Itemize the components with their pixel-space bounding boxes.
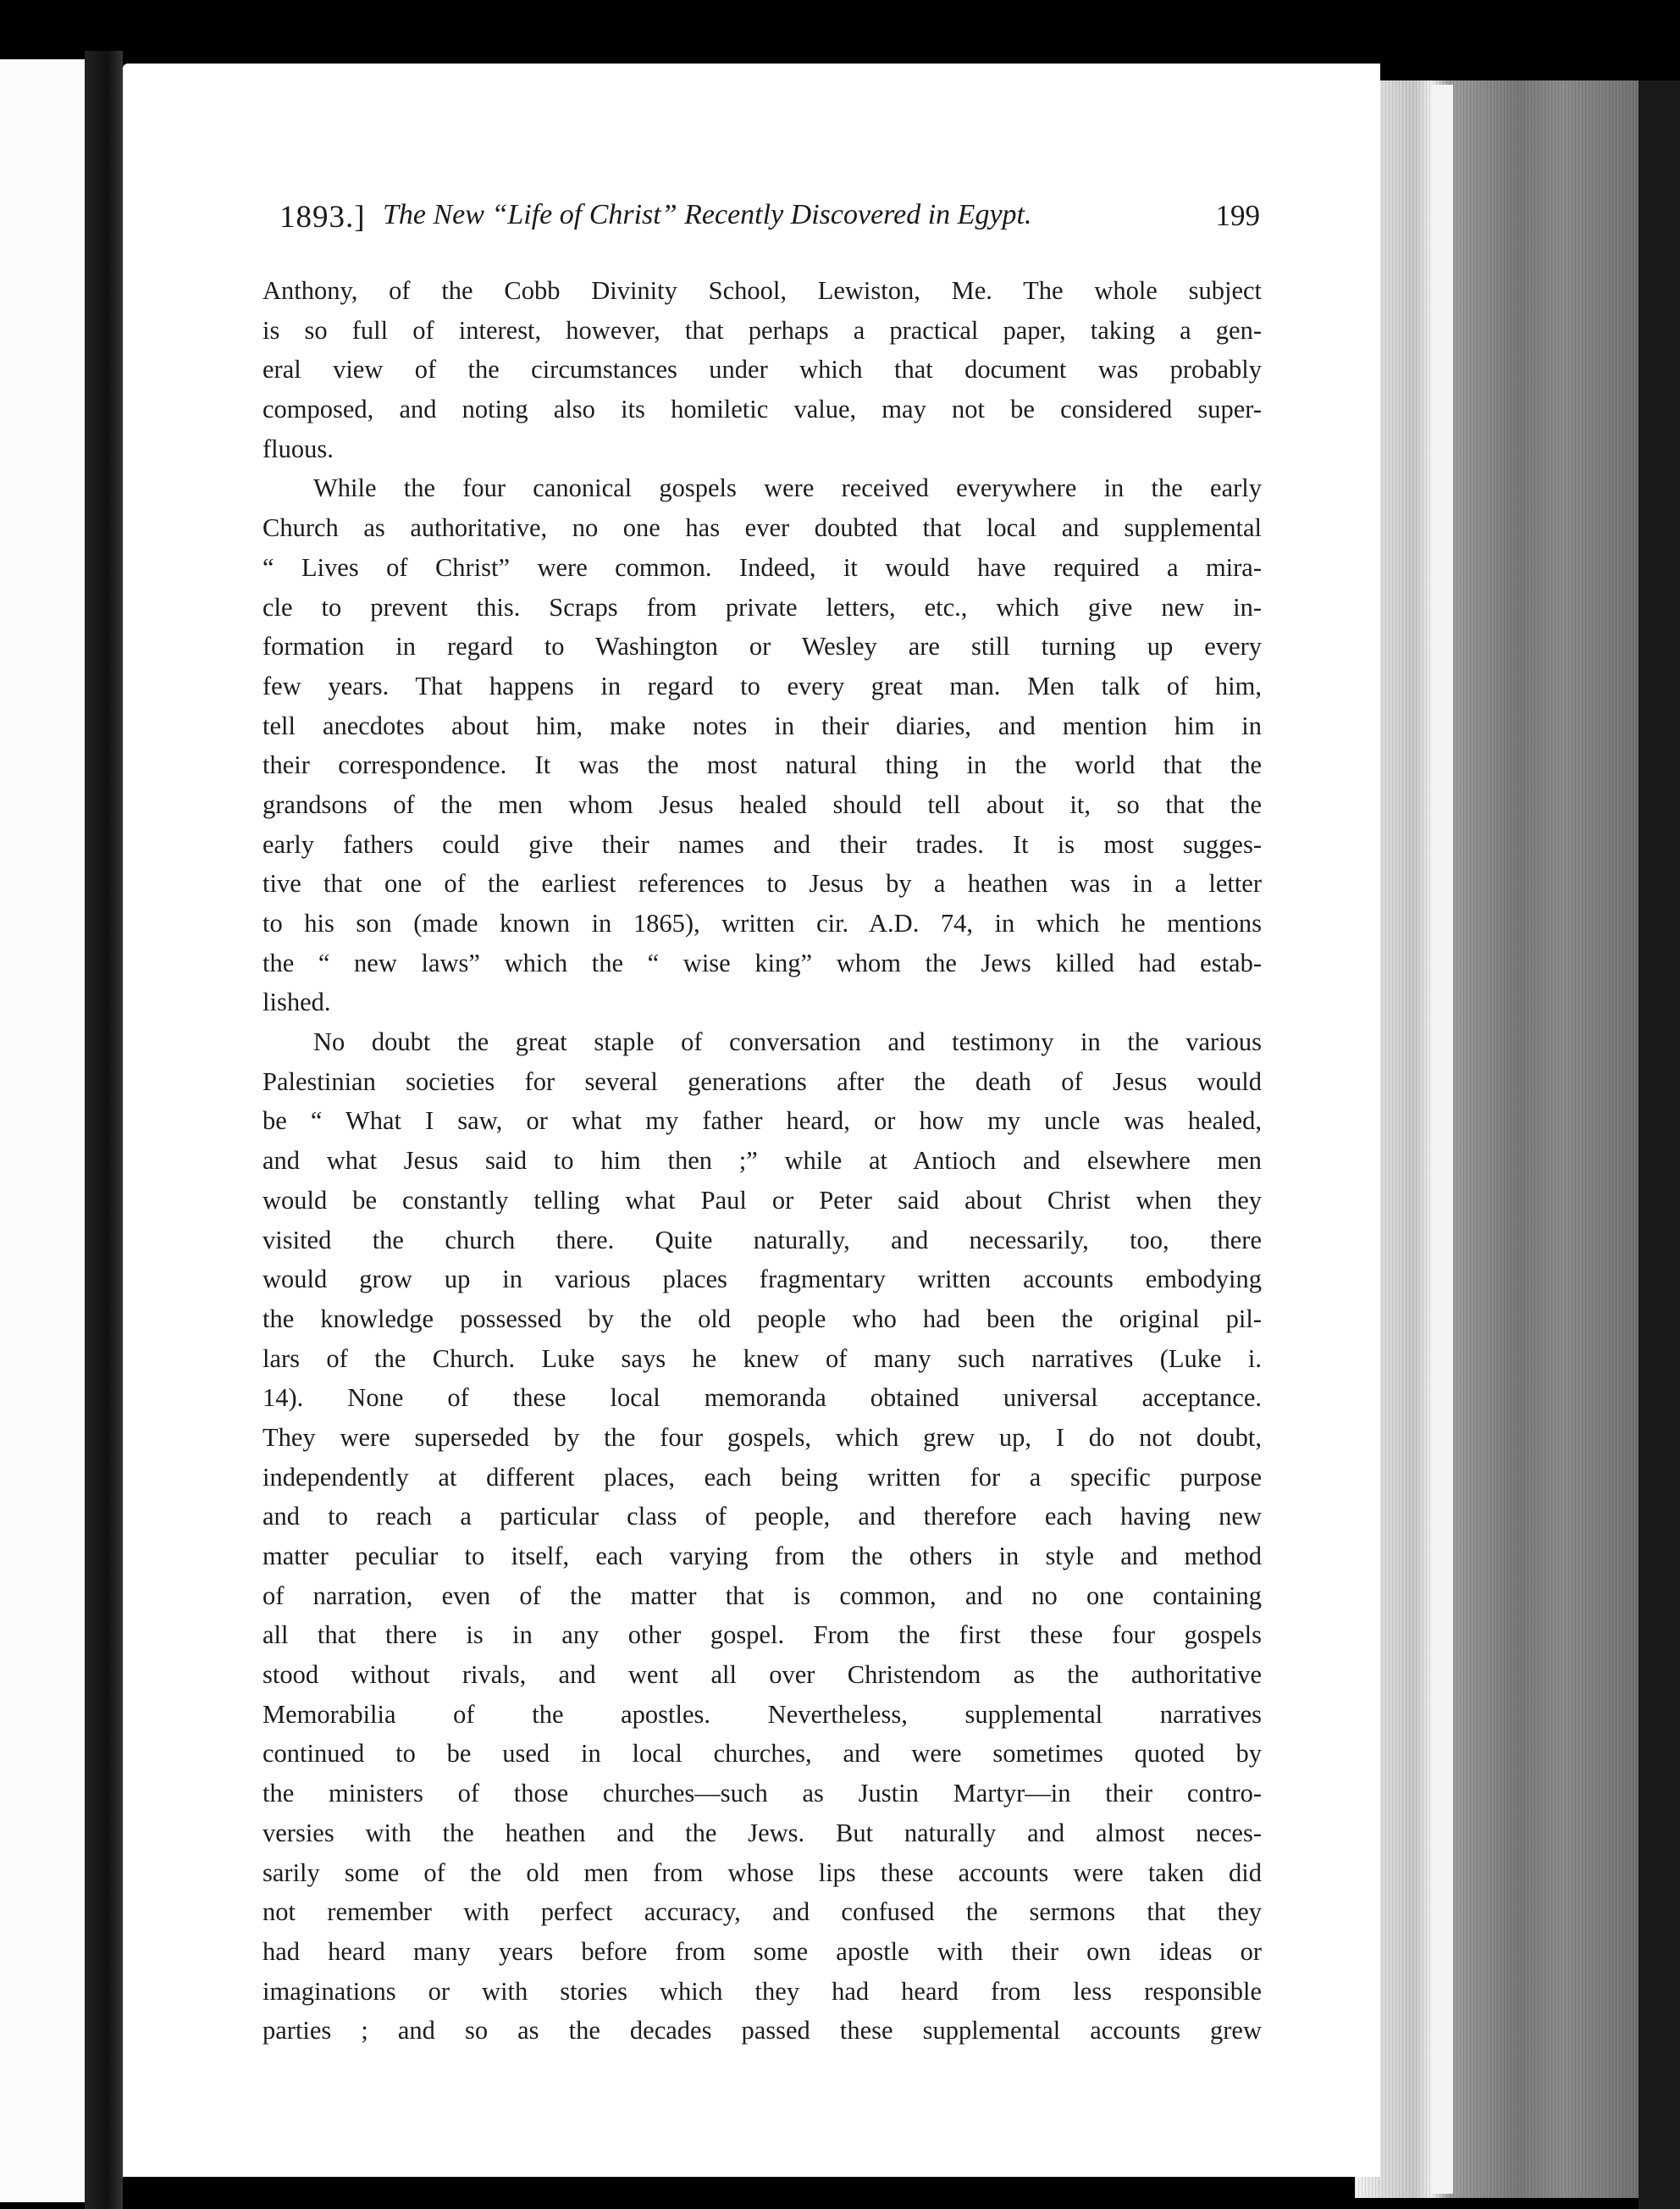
text-line: lished. bbox=[262, 988, 331, 1017]
book-cover-edge bbox=[1639, 80, 1680, 2209]
text-line: imaginations or with stories which they had heard from less responsible bbox=[262, 1976, 1262, 2006]
text-line: and what Jesus said to him then ;” while at Antioch and elsewhere men bbox=[262, 1146, 1262, 1176]
text-line: formation in regard to Washington or Wesley are still turning up every bbox=[262, 632, 1262, 662]
text-line: versies with the heathen and the Jews. But naturally and almost neces- bbox=[262, 1818, 1262, 1847]
text-line: of narration, even of the matter that is common, and no one containing bbox=[262, 1581, 1262, 1610]
text-line: No doubt the great staple of conversation and testimony in the various bbox=[313, 1027, 1262, 1057]
article-body bbox=[262, 271, 1262, 2051]
text-line: would grow up in various places fragmentary written accounts embodying bbox=[262, 1265, 1262, 1294]
text-line: While the four canonical gospels were received everywhere in the early bbox=[313, 473, 1262, 503]
text-line: lars of the Church. Luke says he knew of many such narratives (Luke i. bbox=[262, 1343, 1262, 1373]
text-line: their correspondence. It was the most natural thing in the world that the bbox=[262, 750, 1262, 780]
text-line: parties ; and so as the decades passed these supplemental accounts grew bbox=[262, 2016, 1262, 2046]
text-line: stood without rivals, and went all over Christendom as the authoritative bbox=[262, 1660, 1262, 1690]
text-line: the ministers of those churches—such as Justin Martyr—in their contro- bbox=[262, 1779, 1262, 1808]
book-gutter bbox=[85, 51, 123, 2209]
text-line: tive that one of the earliest references to Jesus by a heathen was in a letter bbox=[262, 869, 1262, 899]
text-line: had heard many years before from some apostle with their own ideas or bbox=[262, 1936, 1262, 1966]
text-line: fluous. bbox=[262, 434, 334, 463]
text-line: composed, and noting also its homiletic value, may not be considered super- bbox=[262, 395, 1262, 424]
text-line: to his son (made known in 1865), written cir. A.D. 74, in which he mentions bbox=[262, 909, 1262, 938]
text-line: not remember with perfect accuracy, and confused the sermons that they bbox=[262, 1897, 1262, 1927]
header-year: 1893.] bbox=[279, 200, 366, 235]
text-line: few years. That happens in regard to every great man. Men talk of him, bbox=[262, 671, 1262, 700]
text-line: eral view of the circumstances under which that document was probably bbox=[262, 355, 1262, 385]
text-line: the “ new laws” which the “ wise king” whom the Jews killed had estab- bbox=[262, 948, 1262, 977]
page-stack-highlight bbox=[1431, 85, 1453, 2194]
text-line: They were superseded by the four gospels, which grew up, I do not doubt, bbox=[262, 1422, 1262, 1452]
facing-page-edge bbox=[0, 59, 85, 2202]
running-header bbox=[279, 199, 1260, 250]
text-line: the knowledge possessed by the old people who had been the original pil- bbox=[262, 1304, 1262, 1333]
text-line: cle to prevent this. Scraps from private letters, etc., which give new in- bbox=[262, 592, 1262, 622]
text-line: matter peculiar to itself, each varying from the others in style and method bbox=[262, 1542, 1262, 1570]
text-line: continued to be used in local churches, and were sometimes quoted by bbox=[262, 1739, 1262, 1769]
text-line: visited the church there. Quite naturally, and necessarily, too, there bbox=[262, 1225, 1262, 1254]
text-line: 14). None of these local memoranda obtained universal acceptance. bbox=[262, 1383, 1262, 1413]
text-line: grandsons of the men whom Jesus healed should tell about it, so that the bbox=[262, 789, 1262, 819]
text-line: would be constantly telling what Paul or Peter said about Christ when they bbox=[262, 1185, 1262, 1215]
text-line: Palestinian societies for several generations after the death of Jesus would bbox=[262, 1066, 1262, 1096]
text-line: all that there is in any other gospel. From the first these four gospels bbox=[262, 1620, 1262, 1650]
page-number: 199 bbox=[1215, 199, 1260, 232]
page-stack-edges bbox=[1355, 80, 1651, 2198]
text-line: Church as authoritative, no one has ever doubted that local and supplemental bbox=[262, 513, 1262, 543]
header-running-title: The New “Life of Christ” Recently Discovered in Egypt. bbox=[383, 199, 1032, 230]
text-line: “ Lives of Christ” were common. Indeed, it would have required a mira- bbox=[262, 552, 1262, 582]
text-line: Anthony, of the Cobb Divinity School, Lewiston, Me. The whole subject bbox=[262, 276, 1262, 305]
text-line: sarily some of the old men from whose lips these accounts were taken did bbox=[262, 1857, 1262, 1887]
text-line: be “ What I saw, or what my father heard, or how my uncle was healed, bbox=[262, 1106, 1262, 1136]
text-line: tell anecdotes about him, make notes in their diaries, and mention him in bbox=[262, 711, 1262, 740]
text-line: Memorabilia of the apostles. Nevertheless, supplemental narratives bbox=[262, 1699, 1262, 1729]
text-line: and to reach a particular class of people, and therefore each having new bbox=[262, 1502, 1262, 1531]
text-line: early fathers could give their names and their trades. It is most sugges- bbox=[262, 829, 1262, 859]
text-line: is so full of interest, however, that perhaps a practical paper, taking a gen- bbox=[262, 315, 1262, 345]
text-line: independently at different places, each being written for a specific purpose bbox=[262, 1462, 1262, 1492]
